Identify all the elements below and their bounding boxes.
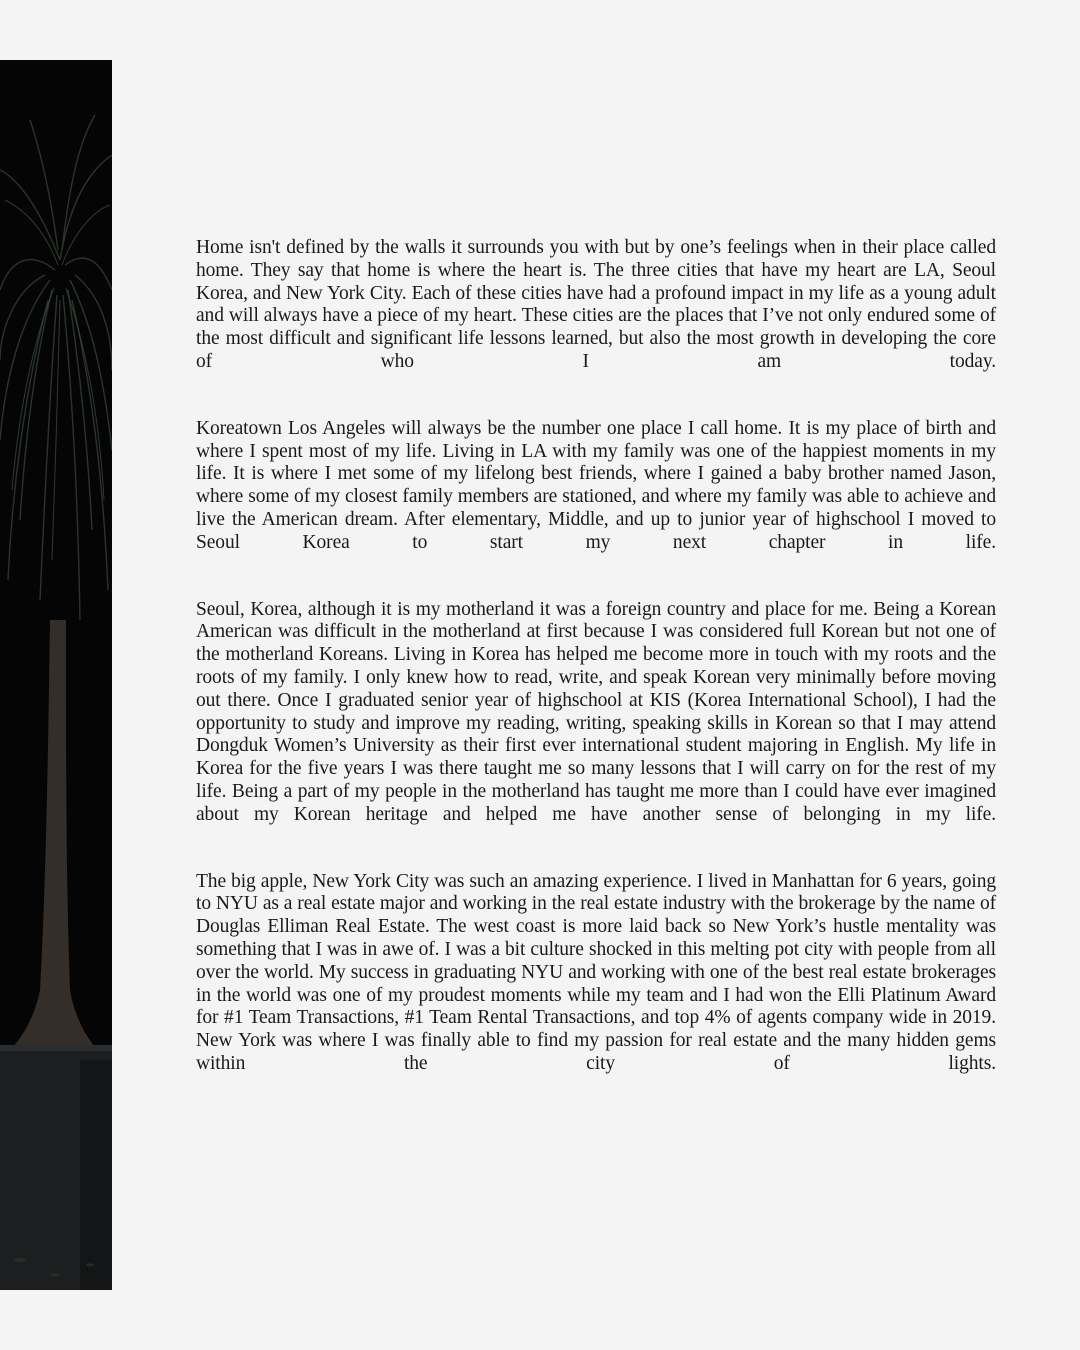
paragraph-home: Home isn't defined by the walls it surrounds you with but by one’s feelings when in their place called home. They say that home is where the heart is. The three cities that have my heart are LA, Seoul Korea, and New York City. Each of these cities have had a profound impact in my life as a young adult and will always have a piece of my heart. These cities are the places that I’ve not only endured some of the most difficult and significant life lessons learned, but also the most growth in developing the core of who I am today. — [196, 237, 996, 372]
palm-plant-photo — [0, 60, 112, 1290]
palm-plant-photo-icon — [0, 60, 112, 1290]
paragraph-new-york: The big apple, New York City was such an amazing experience. I lived in Manhattan for 6 years, going to NYU as a real estate major and working in the real estate industry with the brokerage by the name of Douglas Elliman Real Estate. The west coast is more laid back so New York’s hustle mentality was something that I was in awe of. I was a bit culture shocked in this melting pot city with people from all over the world. My success in graduating NYU and working with one of the best real estate brokerages in the world was one of my proudest moments while my team and I had won the Elli Platinum Award for #1 Team Transactions, #1 Team Rental Transactions, and top 4% of agents company wide in 2019. New York was where I was finally able to find my passion for real estate and the many hidden gems within the city of lights. — [196, 870, 996, 1074]
article-body — [196, 237, 996, 1120]
paragraph-seoul: Seoul, Korea, although it is my motherland it was a foreign country and place for me. Being a Korean American was difficult in the motherland at first because I was considered full Korean but not one of the motherland Koreans. Living in Korea has helped me become more in touch with my roots and the roots of my family. I only knew how to read, write, and speak Korean very minimally before moving out there. Once I graduated senior year of highschool at KIS (Korea International School), I had the opportunity to study and improve my reading, writing, speaking skills in Korean so that I may attend Dongduk Women’s University as their first ever international student majoring in English. My life in Korea for the five years I was there taught me so many lessons that I will carry on for the rest of my life. Being a part of my people in the motherland has taught me more than I could have ever imagined about my Korean heritage and helped me have another sense of belonging in my life. — [196, 598, 996, 825]
paragraph-los-angeles: Koreatown Los Angeles will always be the number one place I call home. It is my place of birth and where I spent most of my life. Living in LA with my family was one of the happiest moments in my life. It is where I met some of my lifelong best friends, where I gained a baby brother named Jason, where some of my closest family members are stationed, and where my family was able to achieve and live the American dream. After elementary, Middle, and up to junior year of highschool I moved to Seoul Korea to start my next chapter in life. — [196, 417, 996, 553]
